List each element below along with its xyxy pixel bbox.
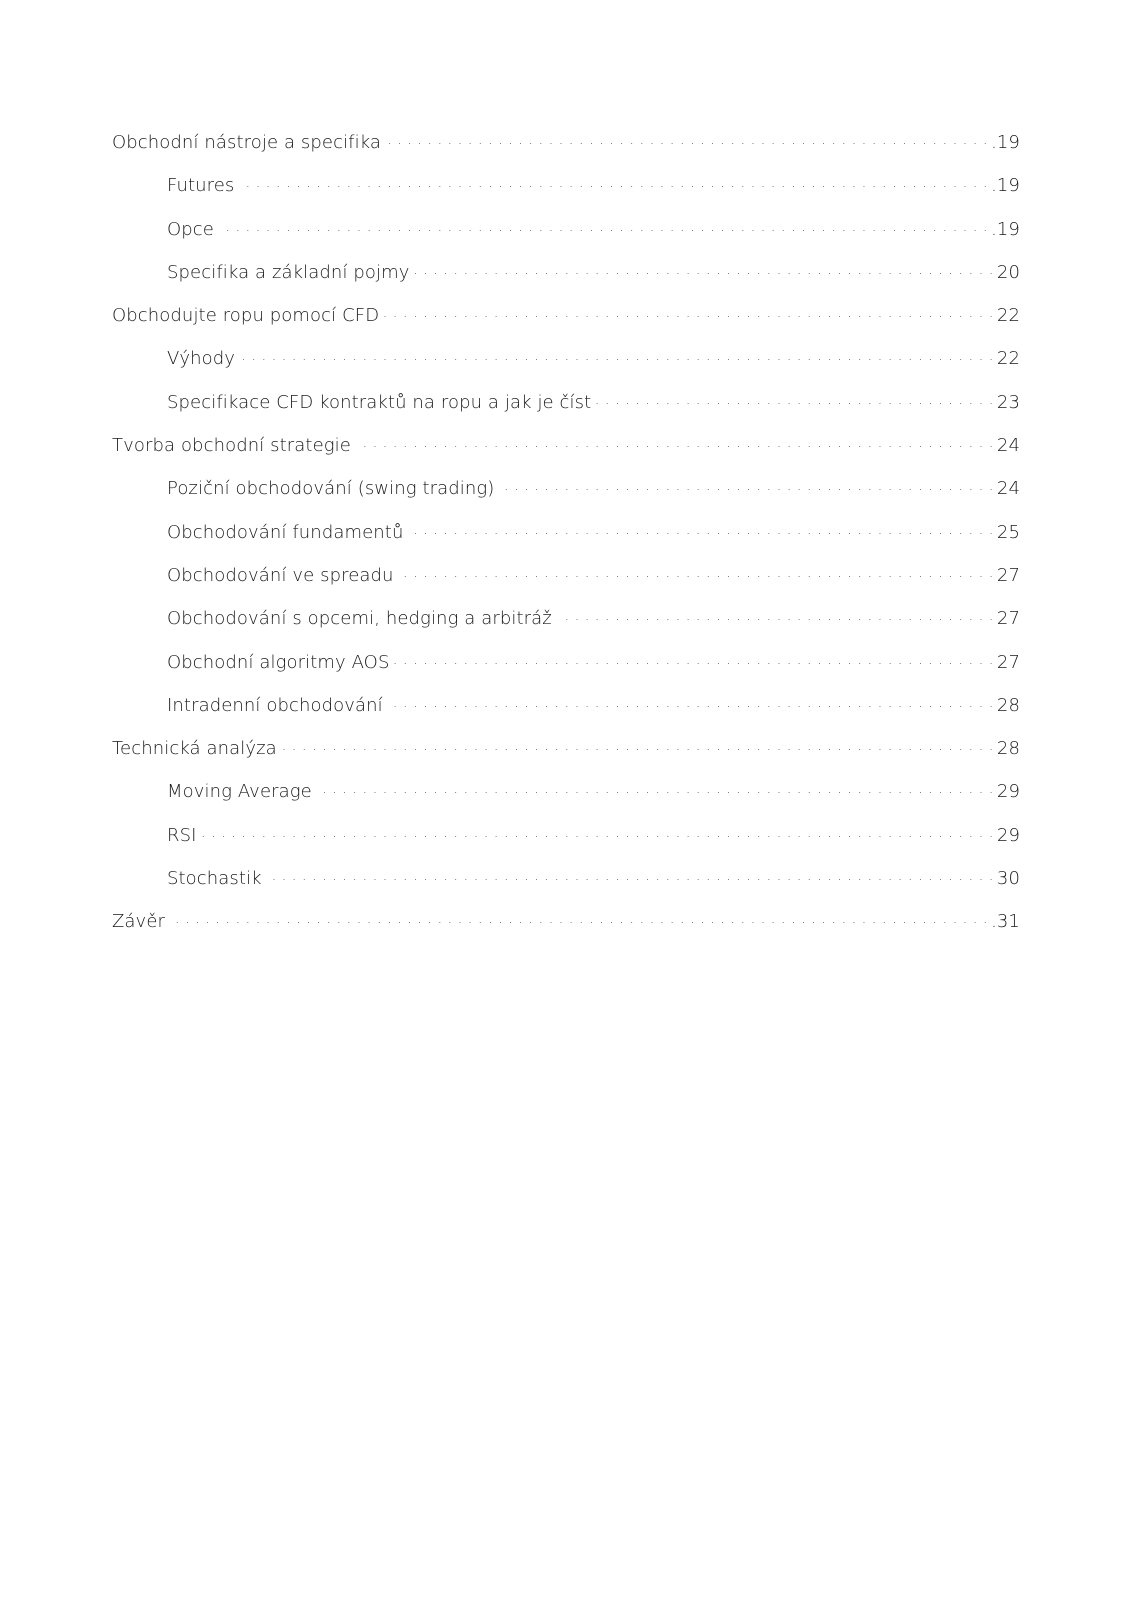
- toc-entry[interactable]: [112, 823, 1020, 866]
- toc-entry-title: Specifikace CFD kontraktů na ropu a jak je číst: [167, 391, 592, 413]
- toc-entry-title: Intradenní obchodování: [167, 694, 383, 716]
- toc-entry-page: 28: [996, 738, 1020, 760]
- toc-dot-leader: [394, 650, 993, 668]
- toc-entry[interactable]: [112, 909, 1020, 952]
- toc-entry-page: .19: [991, 218, 1020, 240]
- toc-entry-title: Obchodování s opcemi, hedging a arbitráž: [167, 608, 552, 630]
- toc-entry[interactable]: [112, 779, 1020, 822]
- toc-entry-page: 22: [996, 305, 1020, 327]
- toc-entry-page: 29: [996, 824, 1020, 846]
- toc-entry[interactable]: [112, 346, 1020, 389]
- toc-entry-page: 23: [996, 391, 1020, 413]
- toc-dot-leader: [240, 346, 994, 364]
- toc-dot-leader: [267, 866, 994, 884]
- toc-dot-leader: [415, 260, 994, 278]
- toc-entry[interactable]: [112, 173, 1020, 216]
- toc-entry-title: Obchodování ve spreadu: [167, 564, 394, 586]
- toc-entry-page: .19: [991, 132, 1020, 153]
- toc-entry-page: 27: [996, 651, 1020, 673]
- toc-entry-title: Specifika a základní pojmy: [167, 261, 410, 283]
- toc-dot-leader: [499, 476, 993, 494]
- toc-entry-title: Poziční obchodování (swing trading): [167, 478, 495, 500]
- toc-entry[interactable]: [112, 130, 1020, 173]
- toc-entry-page: 20: [996, 261, 1020, 283]
- toc-dot-leader: [386, 130, 988, 148]
- toc-entry[interactable]: [112, 866, 1020, 909]
- toc-entry-page: 27: [996, 608, 1020, 630]
- toc-entry-title: Opce: [167, 218, 214, 240]
- toc-entry-page: 29: [996, 781, 1020, 803]
- toc-entry-page: .19: [991, 175, 1020, 197]
- toc-entry-title: Obchodování fundamentů: [167, 521, 404, 543]
- toc-dot-leader: [282, 736, 994, 754]
- toc-dot-leader: [317, 779, 994, 797]
- toc-entry[interactable]: [112, 433, 1020, 476]
- toc-entry-page: 22: [996, 348, 1020, 370]
- toc-dot-leader: [170, 909, 988, 927]
- toc-entry-title: Technická analýza: [112, 738, 277, 760]
- toc-entry-page: 24: [996, 435, 1020, 457]
- toc-entry-title: Tvorba obchodní strategie: [112, 435, 351, 457]
- toc-dot-leader: [557, 606, 994, 624]
- toc-dot-leader: [399, 563, 994, 581]
- toc-entry-title: Stochastik: [167, 868, 262, 890]
- toc-entry-title: Futures: [167, 175, 235, 197]
- toc-entry[interactable]: [112, 520, 1020, 563]
- toc-dot-leader: [219, 217, 988, 235]
- toc-entry-page: 28: [996, 694, 1020, 716]
- toc-entry-page: 25: [996, 521, 1020, 543]
- toc-dot-leader: [239, 173, 988, 191]
- toc-entry[interactable]: [112, 563, 1020, 606]
- toc-entry-title: Moving Average: [167, 781, 312, 803]
- toc-entry[interactable]: [112, 390, 1020, 433]
- toc-entry-title: Obchodní nástroje a specifika: [112, 132, 382, 153]
- toc-entry-page: 27: [996, 564, 1020, 586]
- toc-entry[interactable]: [112, 217, 1020, 260]
- toc-entry[interactable]: [112, 606, 1020, 649]
- toc-entry-title: Závěr: [112, 911, 165, 933]
- toc-entry[interactable]: [112, 476, 1020, 519]
- toc-dot-leader: [384, 303, 994, 321]
- toc-dot-leader: [388, 693, 994, 711]
- toc-entry-page: 24: [996, 478, 1020, 500]
- toc-entry[interactable]: [112, 260, 1020, 303]
- toc-dot-leader: [202, 823, 994, 841]
- toc-dot-leader: [356, 433, 994, 451]
- toc-entry-page: 30: [996, 868, 1020, 890]
- toc-dot-leader: [596, 390, 994, 408]
- toc-entry[interactable]: [112, 303, 1020, 346]
- toc-entry-title: Obchodujte ropu pomocí CFD: [112, 305, 380, 327]
- toc-entry-title: RSI: [167, 824, 197, 846]
- toc-entry-page: .31: [991, 911, 1020, 933]
- toc-entry-title: Výhody: [167, 348, 236, 370]
- toc-entry[interactable]: [112, 693, 1020, 736]
- table-of-contents: [112, 130, 1020, 953]
- toc-entry[interactable]: [112, 650, 1020, 693]
- toc-entry[interactable]: [112, 736, 1020, 779]
- toc-entry-title: Obchodní algoritmy AOS: [167, 651, 390, 673]
- toc-dot-leader: [408, 520, 993, 538]
